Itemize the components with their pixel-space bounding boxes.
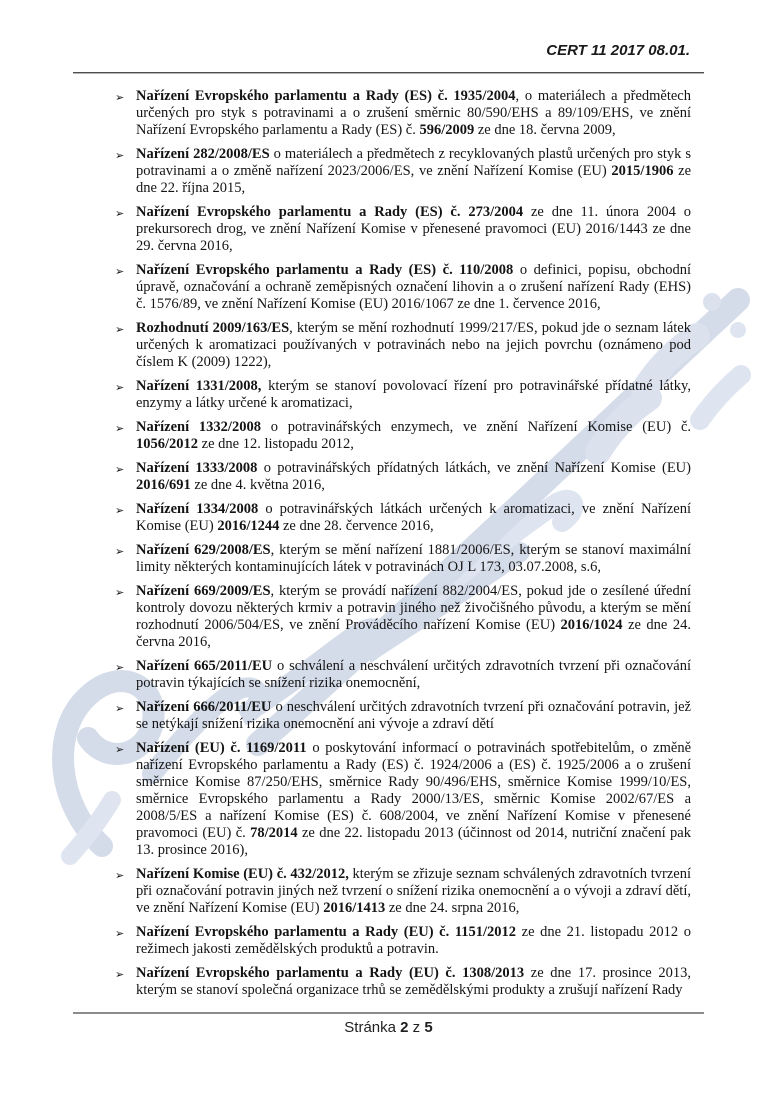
arrow-bullet-icon: ➢ [115, 265, 125, 278]
regulation-text: Nařízení Evropského parlamentu a Rady (ES) č. 1935/2004, o materiálech a předmětech určených pro styk s potravinami a o zrušení směrnic 80/590/EHS a 89/109/EHS, ve znění Nařízení Evropského parlamentu a Rady (ES) č. 596/2009 ze dne 18. června 2009, [136, 88, 691, 138]
page-number-footer [0, 1019, 777, 1036]
list-item [87, 320, 691, 371]
arrow-bullet-icon: ➢ [115, 545, 125, 558]
regulation-text: Nařízení 669/2009/ES, kterým se provádí nařízení 882/2004/ES, pokud jde o zesílené úřední kontroly dovozu některých krmiv a potravin jiného než živočišného původu, a kterým se mění rozhodnutí 2006/504/ES, ve znění Prováděcího nařízení Komise (EU) 2016/1024 ze dne 24. června 2016, [136, 583, 691, 650]
footer-rule [73, 1012, 704, 1014]
arrow-bullet-icon: ➢ [115, 422, 125, 435]
regulation-text: Nařízení Evropského parlamentu a Rady (EU) č. 1308/2013 ze dne 17. prosince 2013, kterým se stanoví společná organizace trhů se zemědělskými produkty a zrušují nařízení Rady [136, 965, 691, 998]
arrow-bullet-icon: ➢ [115, 323, 125, 336]
regulation-text: Nařízení 1332/2008 o potravinářských enzymech, ve znění Nařízení Komise (EU) č. 1056/2012 ze dne 12. listopadu 2012, [136, 419, 691, 452]
regulation-text: Nařízení (EU) č. 1169/2011 o poskytování informací o potravinách spotřebitelům, o změně nařízení Evropského parlamentu a Rady (ES) č. 1924/2006 a (ES) č. 1925/2006 a o zrušení směrnice Komise 87/250/EHS, směrnice Rady 90/496/EHS, směrnice Komise 1999/10/ES, směrnice Evropského parlamentu a Rady 2000/13/ES, směrnic Komise 2002/67/ES a 2008/5/ES a nařízení Komise (ES) č. 608/2004, ve znění Nařízení Komise v přenesené pravomoci (EU) č. 78/2014 ze dne 22. listopadu 2013 (účinnost od 2014, nutriční značení pak 13. prosince 2016), [136, 740, 691, 858]
regulation-text: Rozhodnutí 2009/163/ES, kterým se mění rozhodnutí 1999/217/ES, pokud jde o seznam látek určených k aromatizaci používaných v potravinách nebo na jejich povrchu (oznámeno pod číslem K (2009) 1222), [136, 320, 691, 370]
regulation-text: Nařízení 666/2011/EU o neschválení určitých zdravotních tvrzení při označování potravin, jež se netýkají snížení rizika onemocnění ani vývoje a zdraví dětí [136, 699, 691, 732]
list-item [87, 460, 691, 494]
regulation-text: Nařízení 629/2008/ES, kterým se mění nařízení 1881/2006/ES, kterým se stanoví maximální limity některých kontaminujících látek v potravinách OJ L 173, 03.07.2008, s.6, [136, 542, 691, 575]
list-item [87, 501, 691, 535]
arrow-bullet-icon: ➢ [115, 463, 125, 476]
arrow-bullet-icon: ➢ [115, 927, 125, 940]
regulation-text: Nařízení 665/2011/EU o schválení a neschválení určitých zdravotních tvrzení při označování potravin týkajících se snížení rizika onemocnění, [136, 658, 691, 691]
regulation-text: Nařízení 1331/2008, kterým se stanoví povolovací řízení pro potravinářské přídatné látky, enzymy a látky určené k aromatizaci, [136, 378, 691, 411]
arrow-bullet-icon: ➢ [115, 968, 125, 981]
list-item [87, 419, 691, 453]
list-item [87, 146, 691, 197]
document-code: CERT 11 2017 08.01. [546, 42, 690, 59]
list-item [87, 204, 691, 255]
list-item [87, 699, 691, 733]
footer-separator: z [408, 1019, 425, 1036]
regulation-list [87, 88, 691, 1010]
arrow-bullet-icon: ➢ [115, 504, 125, 517]
arrow-bullet-icon: ➢ [115, 381, 125, 394]
regulation-text: Nařízení 1334/2008 o potravinářských látkách určených k aromatizaci, ve znění Nařízení Komise (EU) 2016/1244 ze dne 28. července 2016, [136, 501, 691, 534]
regulation-text: Nařízení Evropského parlamentu a Rady (ES) č. 110/2008 o definici, popisu, obchodní úpravě, označování a ochraně zeměpisných označení lihovin a o zrušení nařízení Rady (EHS) č. 1576/89, ve znění Nařízení Komise (EU) 2016/1067 ze dne 1. července 2016, [136, 262, 691, 312]
list-item [87, 378, 691, 412]
arrow-bullet-icon: ➢ [115, 702, 125, 715]
list-item [87, 965, 691, 999]
current-page-number: 2 [400, 1019, 409, 1036]
header-rule [73, 72, 704, 74]
list-item [87, 866, 691, 917]
list-item [87, 542, 691, 576]
arrow-bullet-icon: ➢ [115, 91, 125, 104]
list-item [87, 658, 691, 692]
arrow-bullet-icon: ➢ [115, 149, 125, 162]
arrow-bullet-icon: ➢ [115, 869, 125, 882]
list-item [87, 262, 691, 313]
regulation-text: Nařízení Evropského parlamentu a Rady (EU) č. 1151/2012 ze dne 21. listopadu 2012 o režimech jakosti zemědělských produktů a potravin. [136, 924, 691, 957]
regulation-text: Nařízení 282/2008/ES o materiálech a předmětech z recyklovaných plastů určených pro styk s potravinami a o změně nařízení 2023/2006/ES, ve znění Nařízení Komise (EU) 2015/1906 ze dne 22. října 2015, [136, 146, 691, 196]
arrow-bullet-icon: ➢ [115, 586, 125, 599]
arrow-bullet-icon: ➢ [115, 743, 125, 756]
list-item [87, 740, 691, 859]
regulation-text: Nařízení Evropského parlamentu a Rady (ES) č. 273/2004 ze dne 11. února 2004 o prekursorech drog, ve znění Nařízení Komise v přenesené pravomoci (EU) 2016/1443 ze dne 29. června 2016, [136, 204, 691, 254]
list-item [87, 583, 691, 651]
arrow-bullet-icon: ➢ [115, 207, 125, 220]
arrow-bullet-icon: ➢ [115, 661, 125, 674]
footer-label: Stránka [344, 1019, 401, 1036]
list-item [87, 924, 691, 958]
list-item [87, 88, 691, 139]
regulation-text: Nařízení Komise (EU) č. 432/2012, kterým se zřizuje seznam schválených zdravotních tvrzení při označování potravin jiných než tvrzení o snížení rizika onemocnění a o vývoji a zdraví dětí, ve znění Nařízení Komise (EU) 2016/1413 ze dne 24. srpna 2016, [136, 866, 691, 916]
regulation-text: Nařízení 1333/2008 o potravinářských přídatných látkách, ve znění Nařízení Komise (EU) 2016/691 ze dne 4. května 2016, [136, 460, 691, 493]
total-pages-number: 5 [424, 1019, 433, 1036]
